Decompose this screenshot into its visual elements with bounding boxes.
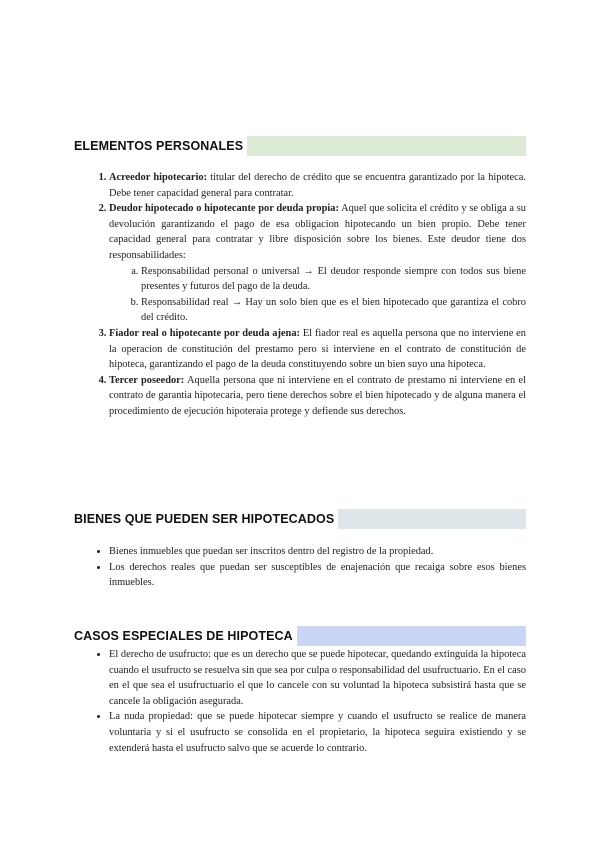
section-bienes-hipotecados: [74, 509, 526, 591]
section-elementos-personales: [74, 136, 526, 420]
section-title: ELEMENTOS PERSONALES: [74, 139, 244, 153]
item-text: Aquella persona que ni interviene en el contrato de prestamo ni interviene en el contrato de garantia hipotecaria, pero tiene derechos sobre el bien hipotecado y de alguna manera el procedimiento de ejecución hipoteraia protege y defiende sus derechos.: [109, 374, 526, 417]
mortgageable-goods-list: [109, 544, 526, 591]
bullet-text: El derecho de usufructo: que es un derecho que se puede hipotecar, quedando extinguida la hipoteca cuando el usufructo se resuelva sin que sea por culpa o responsabilidad del usufructuario. En el caso en el que sea el usufructuario el que lo cancele con su voluntad la hipoteca subsistirá hasta que se cancele la obligación asegurada.: [109, 649, 526, 707]
list-item: [109, 373, 526, 420]
item-text: Aquel que solicita el crédito y se obliga a su devolución garantizando el pago de esa obligacion hipotecando un bien propio. Debe tener capacidad general para contratar y libre disposición sobre los bienes. Este deudor tiene dos responsabilidades:: [109, 203, 526, 261]
bullet-item: [109, 647, 526, 709]
list-item: [109, 201, 526, 326]
item-text: titular del derecho de crédito que se encuentra garantizado por la hipoteca. Debe tener capacidad general para contratar.: [109, 172, 526, 199]
subitem-text: Responsabilidad personal o universal → El deudor responde siempre con todos sus biene presentes y futuros del pago de la deuda.: [141, 265, 526, 293]
responsibilities-sublist: [141, 264, 526, 326]
bullet-text: Los derechos reales que puedan ser susceptibles de enajenación que recaiga sobre esos bienes inmuebles.: [109, 561, 526, 589]
heading-highlight-bar: [247, 136, 526, 156]
item-term: Acreedor hipotecario:: [109, 172, 208, 183]
heading-highlight-bar: [338, 509, 526, 529]
item-term: Fiador real o hipotecante por deuda ajena:: [109, 327, 300, 339]
bullet-item: [109, 544, 526, 560]
bullet-item: [109, 709, 526, 756]
section-heading: [74, 626, 526, 646]
item-term: Deudor hipotecado o hipotecante por deuda propia:: [109, 203, 339, 215]
section-heading: [74, 509, 526, 529]
bullet-item: [109, 560, 526, 591]
bullet-text: Bienes inmuebles que puedan ser inscritos dentro del registro de la propiedad.: [109, 546, 434, 557]
item-text: El fiador real es aquella persona que no interviene en la operacion de constitución del prestamo pero si interviene en el contrato de constitución de hipoteca, garantizando el pago de la deuda constituyendo sobre un bien suyo una hipoteca.: [109, 327, 526, 371]
personal-elements-list: [109, 170, 526, 420]
list-item: [109, 326, 526, 373]
list-item: [109, 170, 526, 201]
item-term: Tercer poseedor:: [109, 374, 185, 386]
special-cases-list: [109, 647, 526, 756]
sublist-item: [141, 264, 526, 295]
section-heading: [74, 136, 526, 156]
subitem-text: Responsabilidad real → Hay un solo bien que es el bien hipotecado que garantiza el cobro del crédito.: [141, 296, 526, 324]
bullet-text: La nuda propiedad: que se puede hipotecar siempre y cuando el usufructo se realice de manera voluntaria y si el usufructo se consolida en el propietario, la hipoteca seguira existiendo y se extenderá hasta el usufructo salvo que se acuerde lo contrario.: [109, 711, 526, 754]
section-casos-especiales: [74, 626, 526, 756]
sublist-item: [141, 295, 526, 326]
section-title: CASOS ESPECIALES DE HIPOTECA: [74, 629, 293, 643]
section-title: BIENES QUE PUEDEN SER HIPOTECADOS: [74, 512, 335, 526]
heading-highlight-bar: [297, 626, 526, 646]
